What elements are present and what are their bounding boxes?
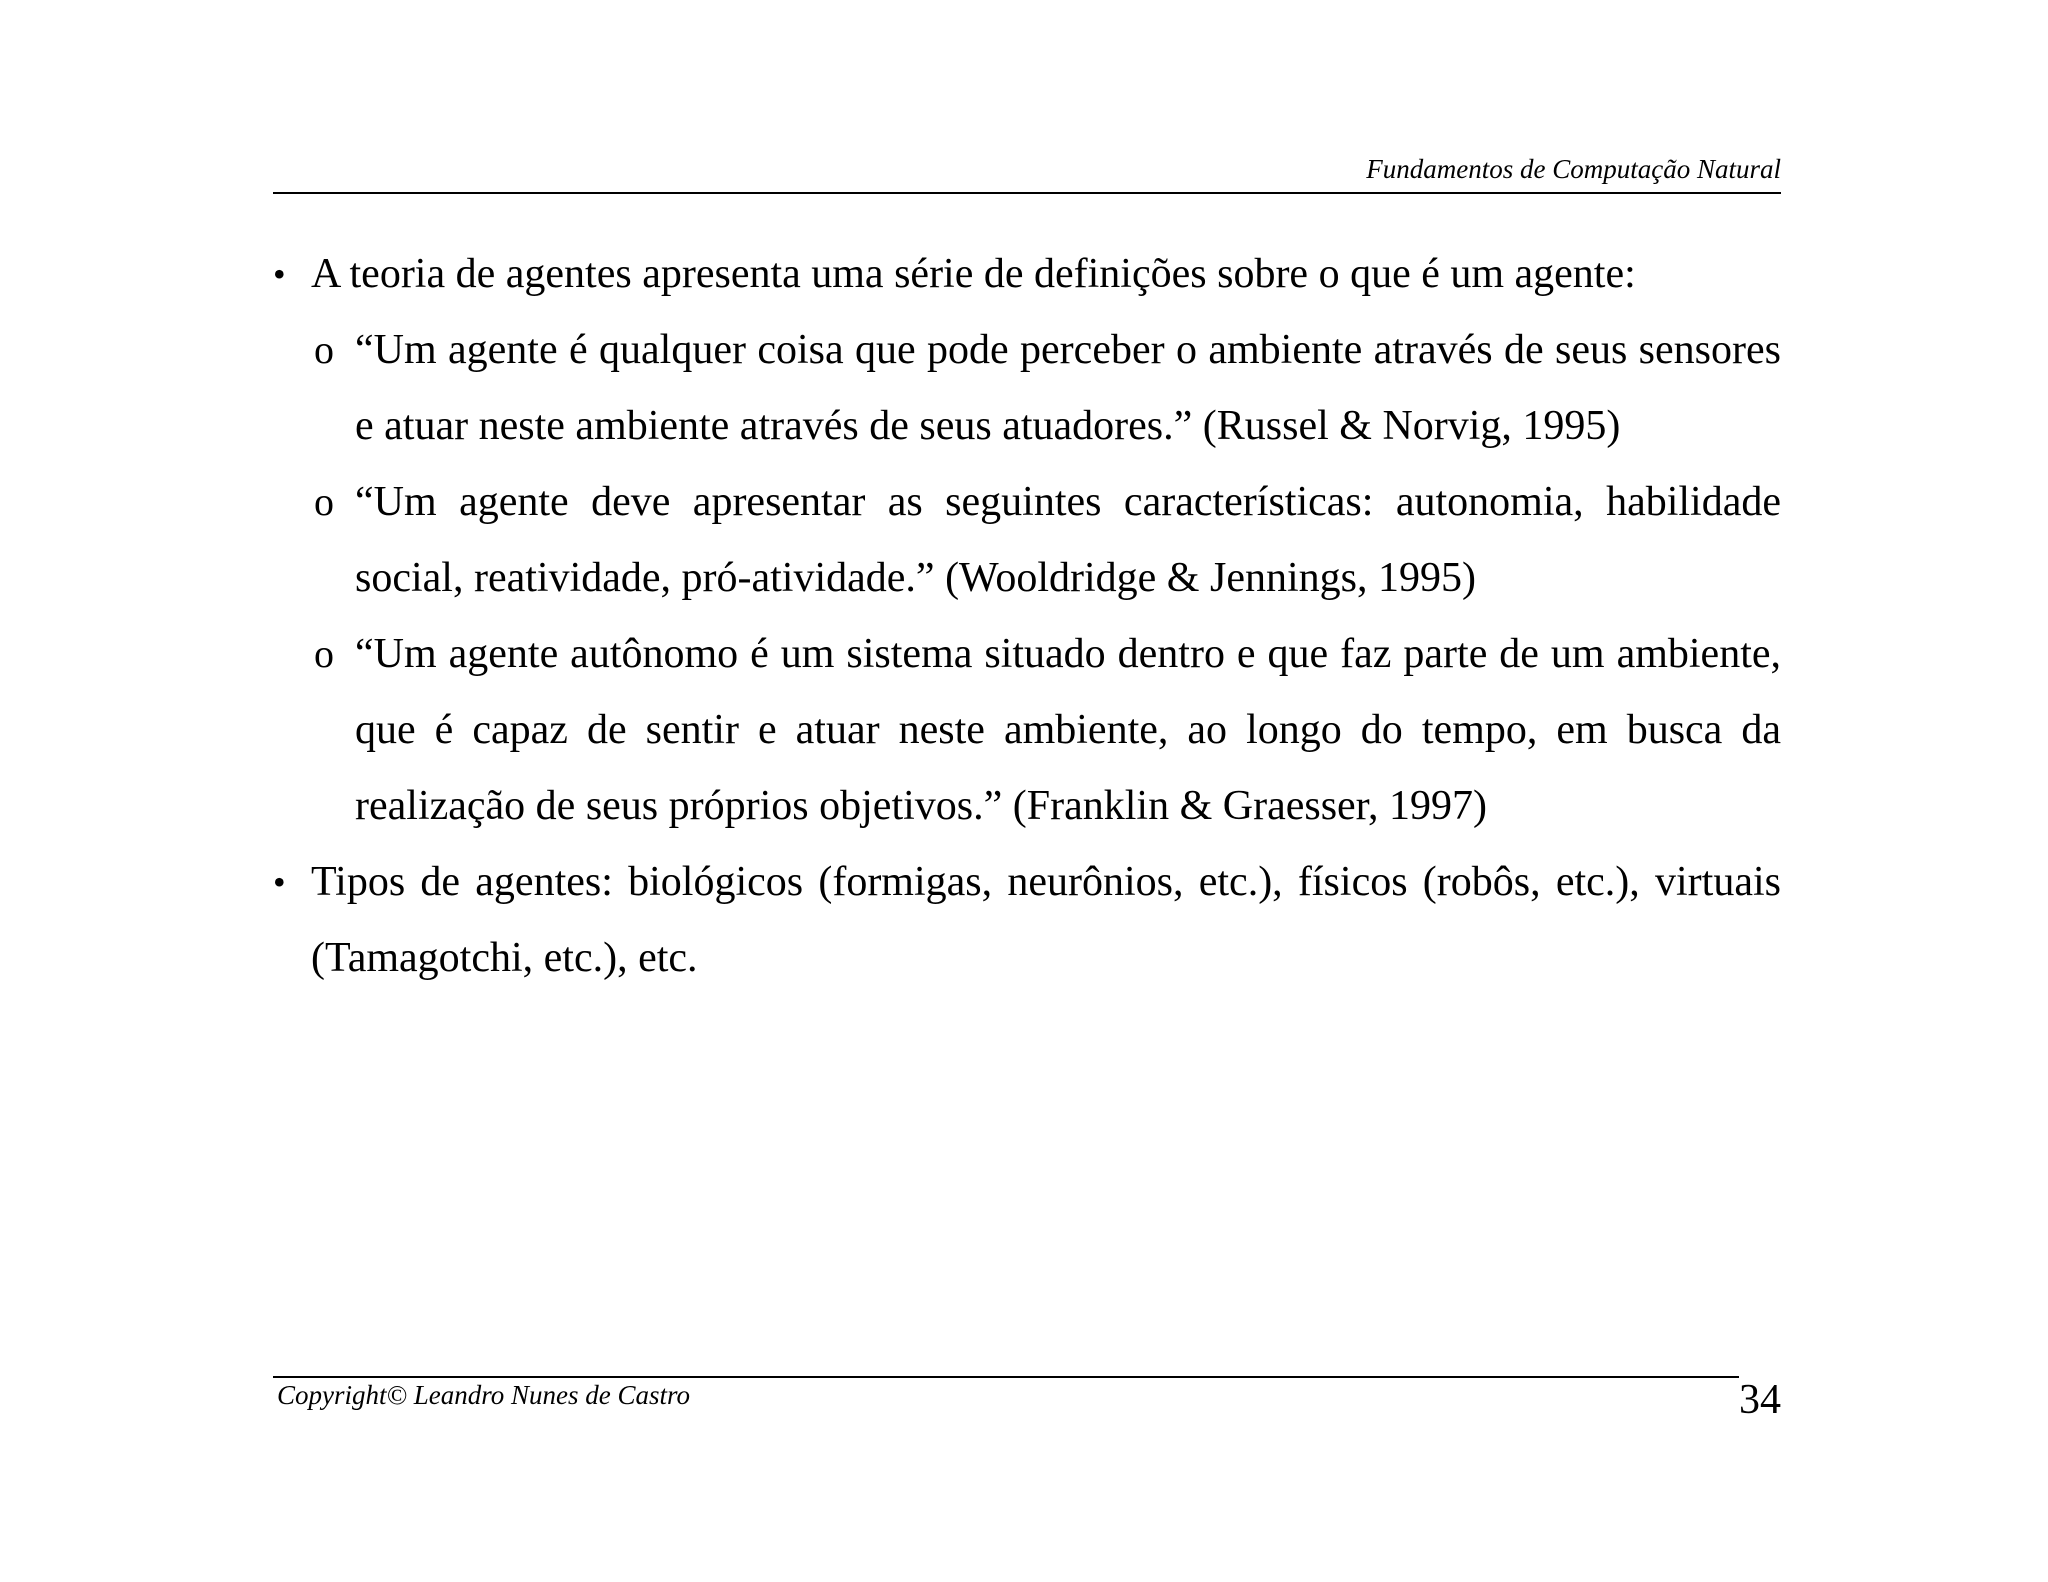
footer-rule bbox=[273, 1376, 1739, 1378]
page-body bbox=[273, 236, 1781, 996]
bullet-dot-icon: • bbox=[273, 862, 286, 902]
sub-item-wooldridge-jennings bbox=[273, 464, 1781, 616]
bullet-circle-icon: o bbox=[314, 631, 334, 676]
bullet-item-text: Tipos de agentes: biológicos (formigas, neurônios, etc.), físicos (robôs, etc.), virtuais (Tamagotchi, etc.), etc. bbox=[311, 859, 1781, 981]
bullet-item-agent-types bbox=[273, 844, 1781, 996]
sub-item-text: “Um agente deve apresentar as seguintes características: autonomia, habilidade social, reatividade, pró-atividade.” (Wooldridge & Jennings, 1995) bbox=[355, 479, 1781, 601]
header-rule bbox=[273, 192, 1781, 194]
footer-copyright: Copyright© Leandro Nunes de Castro bbox=[277, 1380, 691, 1410]
sub-item-russel-norvig bbox=[273, 312, 1781, 464]
bullet-item-text: A teoria de agentes apresenta uma série de definições sobre o que é um agente: bbox=[311, 251, 1636, 297]
sub-item-text: “Um agente autônomo é um sistema situado dentro e que faz parte de um ambiente, que é capaz de sentir e atuar neste ambiente, ao longo do tempo, em busca da realização de seus próprios objetivos.” (Franklin & Graesser, 1997) bbox=[355, 631, 1781, 829]
bullet-dot-icon: • bbox=[273, 254, 286, 294]
page-number: 34 bbox=[1739, 1377, 1781, 1423]
running-header-title: Fundamentos de Computação Natural bbox=[1366, 154, 1781, 184]
bullet-item-agent-theory bbox=[273, 236, 1781, 312]
sub-item-franklin-graesser bbox=[273, 616, 1781, 844]
bullet-circle-icon: o bbox=[314, 327, 334, 372]
bullet-circle-icon: o bbox=[314, 479, 334, 524]
sub-item-text: “Um agente é qualquer coisa que pode perceber o ambiente através de seus sensores e atuar neste ambiente através de seus atuadores.” (Russel & Norvig, 1995) bbox=[355, 327, 1781, 449]
